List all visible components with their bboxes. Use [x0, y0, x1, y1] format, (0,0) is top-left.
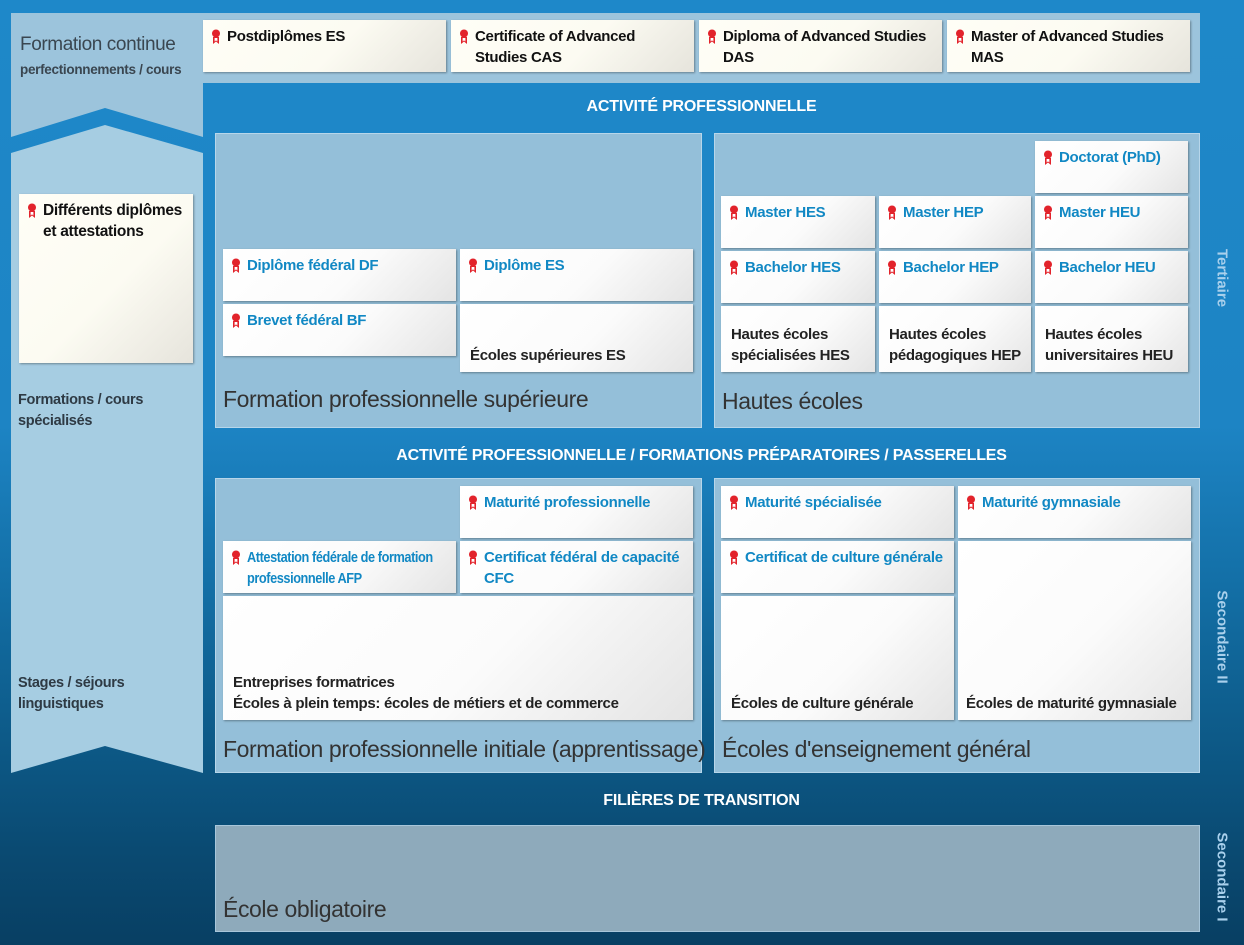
box-label: Master HEP: [903, 204, 984, 221]
band-professional-activity: ACTIVITÉ PROFESSIONNELLE: [586, 98, 817, 115]
award-ribbon-icon: [468, 258, 478, 280]
award-ribbon-icon: [468, 550, 478, 572]
box-label: Bachelor HES: [745, 259, 841, 276]
box-label: Diplôme fédéral DF: [247, 257, 379, 274]
award-ribbon-icon: [729, 260, 739, 282]
level-tertiary: Tertiaire: [1213, 248, 1231, 308]
box-label: Bachelor HEP: [903, 259, 999, 276]
box-label: Certificate of Advanced Studies CAS: [475, 28, 636, 66]
award-ribbon-icon: [27, 203, 37, 225]
award-ribbon-icon: [729, 550, 739, 572]
award-ribbon-icon: [1043, 205, 1053, 227]
box-hes: Hautes écoles spécialisées HES: [721, 306, 875, 372]
panel-title: Formation professionnelle supérieure: [223, 386, 589, 412]
box-maturite-pro: [460, 486, 693, 538]
box-label: Brevet fédéral BF: [247, 312, 367, 329]
box-various-diplomas: [19, 194, 193, 363]
award-ribbon-icon: [707, 29, 717, 51]
award-ribbon-icon: [231, 258, 241, 280]
box-label: Maturité gymnasiale: [982, 494, 1121, 511]
award-ribbon-icon: [468, 495, 478, 517]
continuing-title: Formation continue: [20, 34, 176, 55]
box-label: Certificat de culture générale: [745, 549, 943, 566]
level-secondary-1: Secondaire I: [1213, 832, 1231, 922]
box-cfc: [460, 541, 693, 593]
box-maturite-gymnasiale: [958, 486, 1191, 538]
band-preparatory: ACTIVITÉ PROFESSIONNELLE / FORMATIONS PRÉPARATOIRES / PASSERELLES: [396, 447, 1007, 464]
continuing-subtitle: perfectionnements / cours: [20, 62, 182, 77]
award-ribbon-icon: [459, 29, 469, 51]
box-ecoles-superieures: Écoles supérieures ES: [460, 304, 693, 372]
label-specialised-courses: Formations / cours spécialisés: [18, 392, 144, 429]
box-label: Bachelor HEU: [1059, 259, 1156, 276]
box-line: Entreprises formatrices: [233, 674, 395, 691]
award-ribbon-icon: [231, 550, 241, 572]
box-label: Postdiplômes ES: [227, 28, 346, 45]
box-certificat-culture-generale: [721, 541, 954, 593]
box-bachelor-heu: [1035, 251, 1188, 303]
award-ribbon-icon: [887, 205, 897, 227]
box-maturite-specialisee: [721, 486, 954, 538]
award-ribbon-icon: [955, 29, 965, 51]
box-label: Master of Advanced Studies MAS: [971, 28, 1164, 66]
box-heu: Hautes écoles universitaires HEU: [1035, 306, 1188, 372]
band-transition: FILIÈRES DE TRANSITION: [603, 792, 800, 809]
box-line: Écoles à plein temps: écoles de métiers et de commerce: [233, 695, 619, 712]
award-ribbon-icon: [1043, 150, 1053, 172]
box-bachelor-hes: [721, 251, 875, 303]
award-ribbon-icon: [729, 495, 739, 517]
box-ecg: Écoles de culture générale: [721, 596, 954, 720]
box-master-hep: [879, 196, 1031, 248]
award-ribbon-icon: [729, 205, 739, 227]
box-bachelor-hep: [879, 251, 1031, 303]
award-ribbon-icon: [231, 313, 241, 335]
box-phd: [1035, 141, 1188, 193]
box-hep: Hautes écoles pédagogiques HEP: [879, 306, 1031, 372]
box-label: Diplôme ES: [484, 257, 565, 274]
box-mas: [947, 20, 1190, 72]
box-cas: [451, 20, 694, 72]
box-label: Différents diplômes et attestations: [43, 202, 182, 240]
award-ribbon-icon: [211, 29, 221, 51]
box-label: Master HES: [745, 204, 826, 221]
box-diplome-es: [460, 249, 693, 301]
box-df: [223, 249, 456, 301]
box-label: Doctorat (PhD): [1059, 149, 1161, 166]
award-ribbon-icon: [966, 495, 976, 517]
panel-title: Formation professionnelle initiale (apprentissage): [223, 736, 706, 762]
box-label: Master HEU: [1059, 204, 1141, 221]
box-label: Maturité spécialisée: [745, 494, 882, 511]
box-bf: [223, 304, 456, 356]
box-master-heu: [1035, 196, 1188, 248]
award-ribbon-icon: [887, 260, 897, 282]
box-label: Maturité professionnelle: [484, 494, 651, 511]
box-master-hes: [721, 196, 875, 248]
panel-title: Écoles d'enseignement général: [722, 736, 1031, 762]
panel-title: École obligatoire: [223, 896, 387, 922]
box-label: Diploma of Advanced Studies DAS: [723, 28, 927, 66]
panel-title: Hautes écoles: [722, 388, 863, 414]
box-training-companies: [223, 596, 693, 720]
box-label: Attestation fédérale de formation professionnelle AFP: [247, 549, 433, 587]
box-postdiplomes-es: [203, 20, 446, 72]
label-stages: Stages / séjours linguistiques: [18, 675, 125, 712]
box-afp: [223, 541, 456, 593]
level-secondary-2: Secondaire II: [1213, 590, 1231, 684]
box-emg: Écoles de maturité gymnasiale: [958, 541, 1191, 720]
box-label: Certificat fédéral de capacité CFC: [484, 549, 680, 587]
award-ribbon-icon: [1043, 260, 1053, 282]
box-das: [699, 20, 942, 72]
